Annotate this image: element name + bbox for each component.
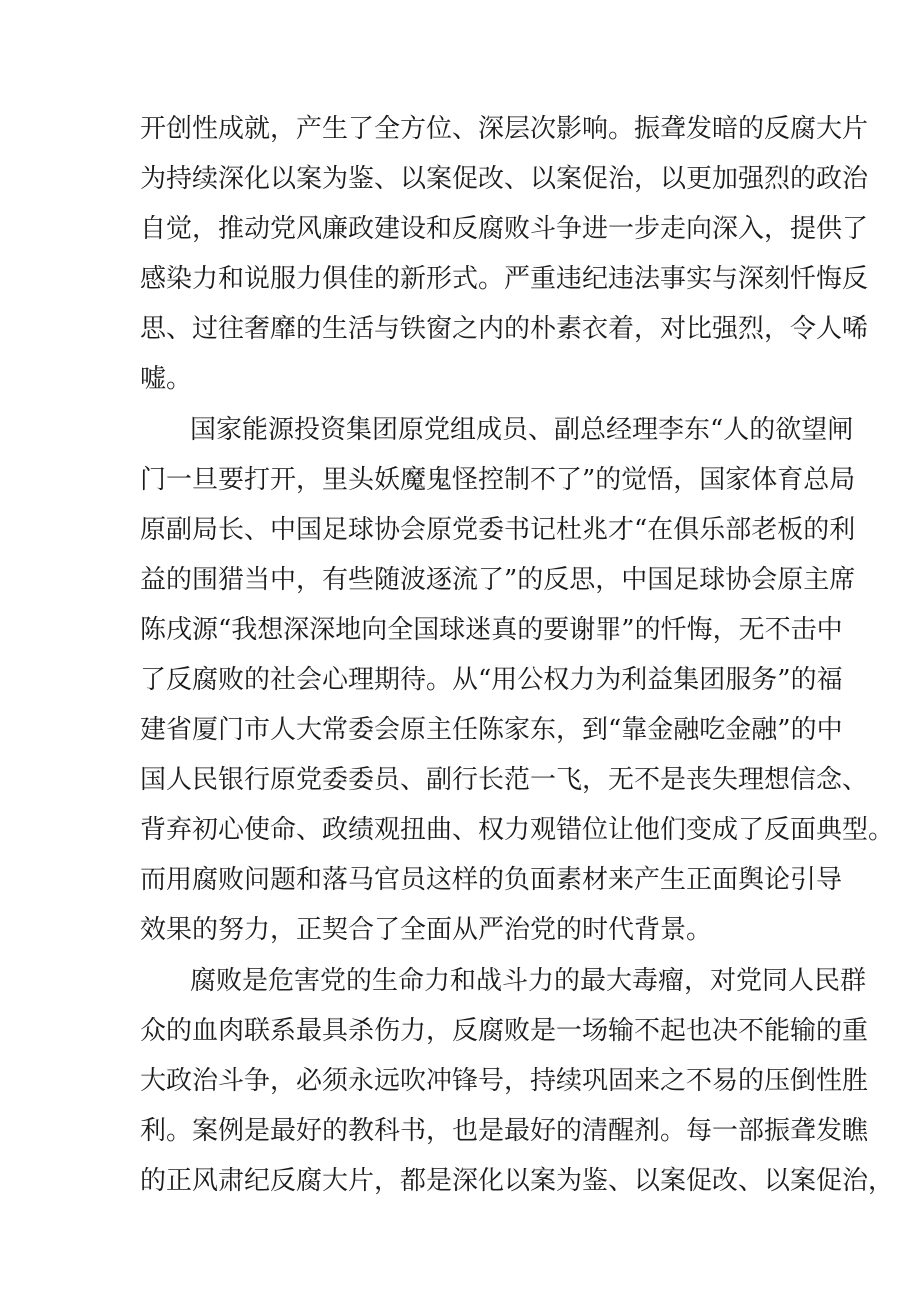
text-line: 嘘。 xyxy=(140,364,193,394)
text-line: 建省厦门市人大常委会原主任陈家东，到“靠金融吃金融”的中 xyxy=(140,715,843,745)
text-line: 国人民银行原党委委员、副行长范一飞，无不是丧失理想信念、 xyxy=(140,765,869,795)
text-line: 背弃初心使命、政绩观扭曲、权力观错位让他们变成了反面典型。 xyxy=(140,815,895,845)
text-line: 的正风肃纪反腐大片，都是深化以案为鉴、以案促改、以案促治， xyxy=(140,1166,895,1196)
text-line: 开创性成就，产生了全方位、深层次影响。振聋发暗的反腐大片 xyxy=(140,114,869,144)
text-line: 了反腐败的社会心理期待。从“用公权力为利益集团服务”的福 xyxy=(140,665,843,695)
text-line: 门一旦要打开，里头妖魔鬼怪控制不了”的觉悟，国家体育总局 xyxy=(140,465,856,495)
text-line: 原副局长、中国足球协会原党委书记杜兆才“在俱乐部老板的利 xyxy=(140,515,856,545)
text-line: 陈戌源“我想深深地向全国球迷真的要谢罪”的忏悔，无不击中 xyxy=(140,615,843,645)
text-line: 益的围猎当中，有些随波逐流了”的反思，中国足球协会原主席 xyxy=(140,565,856,595)
text-line: 大政治斗争，必须永远吹冲锋号，持续巩固来之不易的压倒性胜 xyxy=(140,1066,869,1096)
text-line: 感染力和说服力俱佳的新形式。严重违纪违法事实与深刻忏悔反 xyxy=(140,264,869,294)
text-line: 利。案例是最好的教科书，也是最好的清醒剂。每一部振聋发瞧 xyxy=(140,1116,869,1146)
text-line: 效果的努力，正契合了全面从严治党的时代背景。 xyxy=(140,915,713,945)
text-line: 自觉，推动党风廉政建设和反腐败斗争进一步走向深入，提供了 xyxy=(140,214,869,244)
paragraph-first-line: 国家能源投资集团原党组成员、副总经理李东“人的欲望闸 xyxy=(190,415,854,445)
paragraph-first-line: 腐败是危害党的生命力和战斗力的最大毒瘤，对党同人民群 xyxy=(190,966,867,996)
text-line: 为持续深化以案为鉴、以案促改、以案促治，以更加强烈的政治 xyxy=(140,164,869,194)
text-line: 而用腐败问题和落马官员这样的负面素材来产生正面舆论引导 xyxy=(140,865,843,895)
text-line: 思、过往奢靡的生活与铁窗之内的朴素衣着，对比强烈，令人唏 xyxy=(140,314,869,344)
text-line: 众的血肉联系最具杀伤力，反腐败是一场输不起也决不能输的重 xyxy=(140,1016,869,1046)
